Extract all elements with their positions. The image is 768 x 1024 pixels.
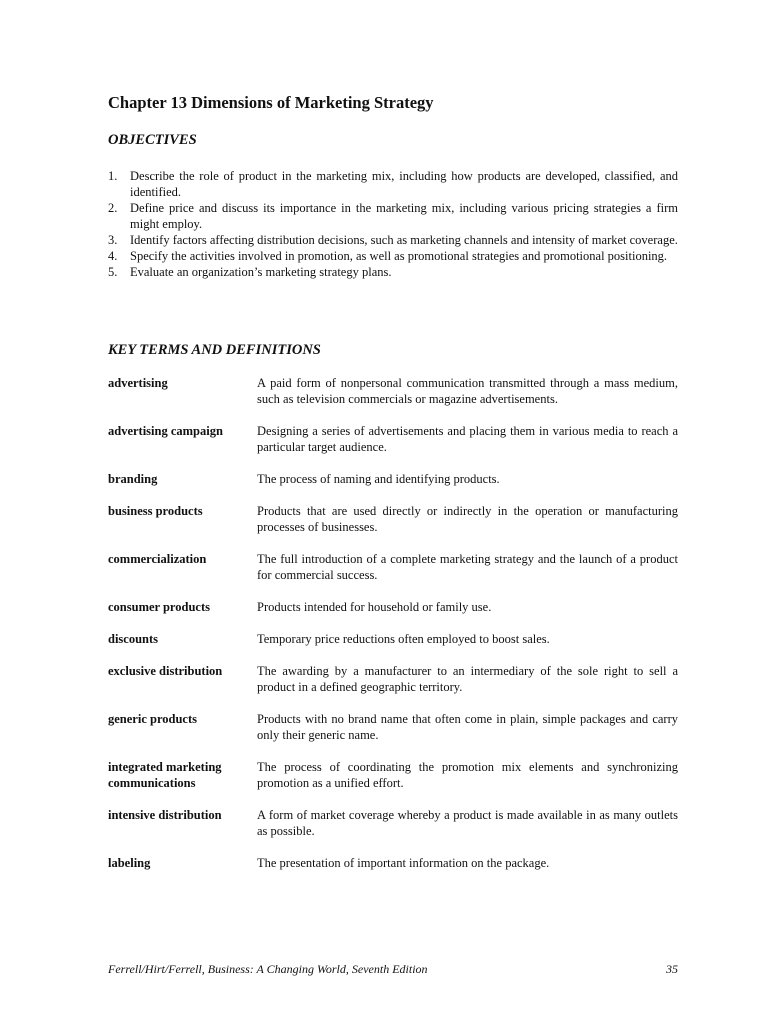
objective-number: 3. xyxy=(108,233,118,247)
key-terms-list xyxy=(108,375,678,871)
objective-number: 4. xyxy=(108,249,118,263)
term-row xyxy=(108,711,678,743)
term-row xyxy=(108,423,678,455)
definition: The process of coordinating the promotion mix elements and synchronizing promotion as a unified effort. xyxy=(257,760,678,790)
term: business products xyxy=(108,504,203,518)
objective-item xyxy=(108,248,678,264)
term-row xyxy=(108,855,678,871)
term-row xyxy=(108,631,678,647)
objective-item xyxy=(108,264,678,280)
term-row xyxy=(108,503,678,535)
definition: The full introduction of a complete marketing strategy and the launch of a product for commercial success. xyxy=(257,552,678,582)
term: advertising campaign xyxy=(108,424,223,438)
term: advertising xyxy=(108,376,168,390)
footer-citation: Ferrell/Hirt/Ferrell, Business: A Changing World, Seventh Edition xyxy=(108,962,428,976)
objective-text: Describe the role of product in the marketing mix, including how products are developed, classified, and identified. xyxy=(130,169,678,199)
term-row xyxy=(108,375,678,407)
term: intensive distribution xyxy=(108,808,222,822)
definition: Products with no brand name that often come in plain, simple packages and carry only their generic name. xyxy=(257,712,678,742)
page-number: 35 xyxy=(666,962,678,976)
definition: Products intended for household or family use. xyxy=(257,600,492,614)
term: generic products xyxy=(108,712,197,726)
objective-item xyxy=(108,168,678,200)
objective-text: Evaluate an organization’s marketing strategy plans. xyxy=(130,265,392,279)
term-row xyxy=(108,551,678,583)
objective-item xyxy=(108,200,678,232)
objectives-list xyxy=(108,168,678,280)
definition: Products that are used directly or indirectly in the operation or manufacturing processes of businesses. xyxy=(257,504,678,534)
term: consumer products xyxy=(108,600,210,614)
definition: Designing a series of advertisements and placing them in various media to reach a particular target audience. xyxy=(257,424,678,454)
term-row xyxy=(108,663,678,695)
definition: The process of naming and identifying products. xyxy=(257,472,500,486)
objective-number: 1. xyxy=(108,169,118,183)
term-row xyxy=(108,759,678,791)
objective-item xyxy=(108,232,678,248)
definition: Temporary price reductions often employed to boost sales. xyxy=(257,632,550,646)
term: discounts xyxy=(108,632,159,646)
objective-number: 5. xyxy=(108,265,118,279)
term: integrated marketing communications xyxy=(108,760,222,790)
key-terms-heading: KEY TERMS AND DEFINITIONS xyxy=(108,342,321,358)
definition: The presentation of important information on the package. xyxy=(257,856,550,870)
term: branding xyxy=(108,472,158,486)
objective-text: Identify factors affecting distribution decisions, such as marketing channels and intensity of market coverage. xyxy=(130,233,678,247)
term-row xyxy=(108,599,678,615)
definition: A paid form of nonpersonal communication transmitted through a mass medium, such as television commercials or magazine advertisements. xyxy=(257,376,678,406)
definition: A form of market coverage whereby a product is made available in as many outlets as possible. xyxy=(257,808,678,838)
term-row xyxy=(108,807,678,839)
term: commercialization xyxy=(108,552,207,566)
term: exclusive distribution xyxy=(108,664,223,678)
objective-text: Define price and discuss its importance in the marketing mix, including various pricing strategies a firm might employ. xyxy=(130,201,678,231)
objective-text: Specify the activities involved in promotion, as well as promotional strategies and promotional positioning. xyxy=(130,249,668,263)
definition: The awarding by a manufacturer to an intermediary of the sole right to sell a product in a defined geographic territory. xyxy=(257,664,678,694)
chapter-title: Chapter 13 Dimensions of Marketing Strategy xyxy=(108,93,434,112)
objective-number: 2. xyxy=(108,201,118,215)
term-row xyxy=(108,471,678,487)
term: labeling xyxy=(108,856,151,870)
objectives-heading: OBJECTIVES xyxy=(108,132,197,148)
